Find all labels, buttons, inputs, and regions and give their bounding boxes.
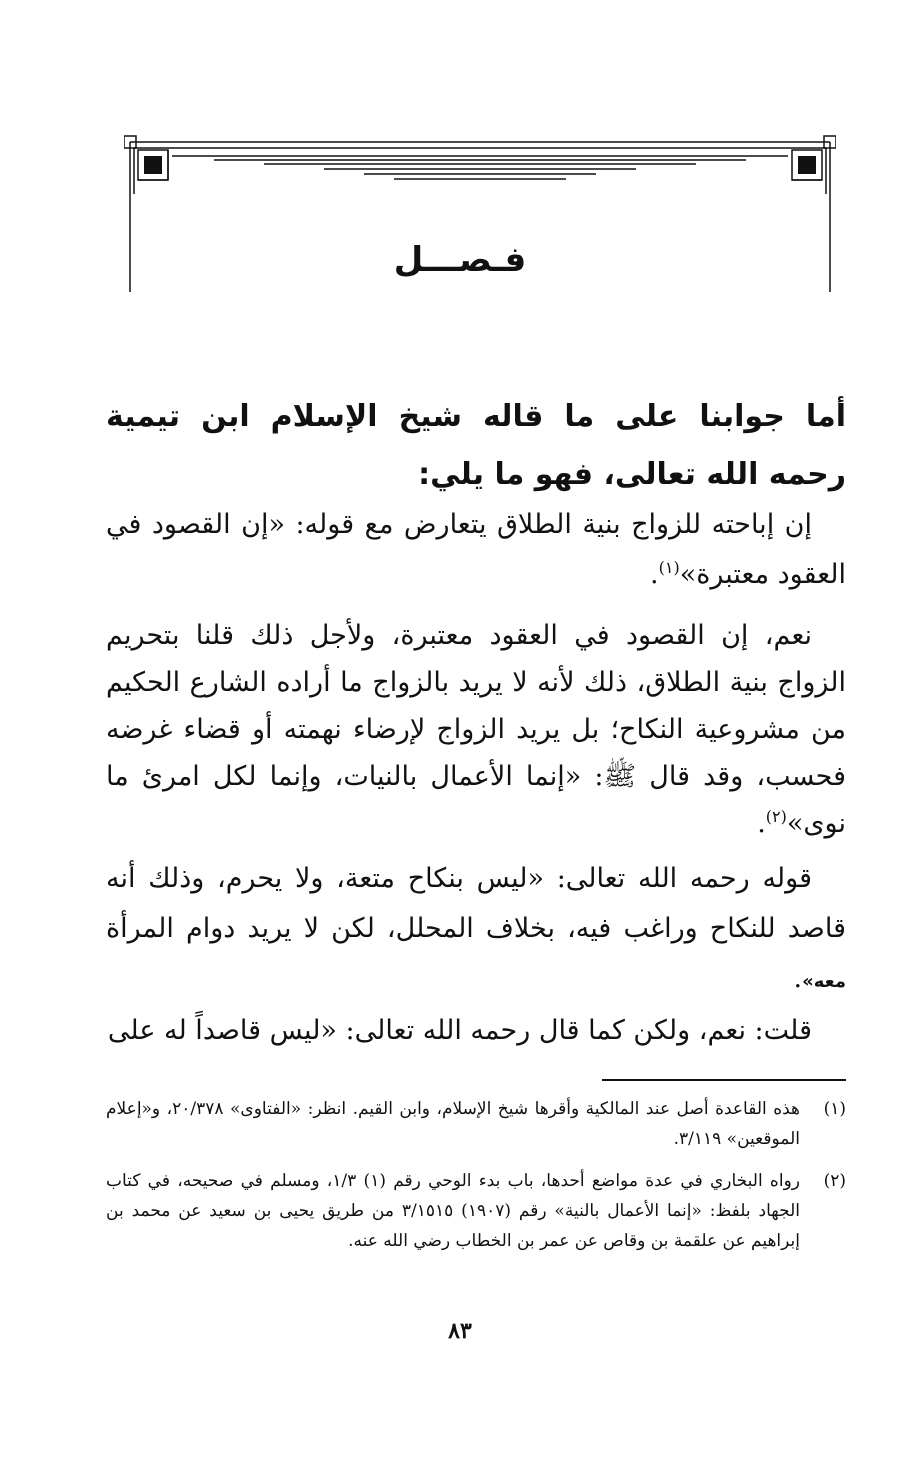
page-number: ٨٣ xyxy=(448,1318,472,1344)
paragraph-2 xyxy=(106,612,846,847)
footnote-1-text: هذه القاعدة أصل عند المالكية وأقرها شيخ الإسلام، وابن القيم. انظر: «الفتاوى» ٢٠/٣٧٨، و«إعلام الموقعين» ٣/١١٩. xyxy=(106,1099,800,1149)
footnote-1-number: (١) xyxy=(823,1099,846,1119)
intro-heading: أما جوابنا على ما قاله شيخ الإسلام ابن تيمية رحمه الله تعالى، فهو ما يلي: xyxy=(106,399,846,492)
footnote-1 xyxy=(106,1094,846,1154)
paragraph-2-end: . xyxy=(757,808,766,839)
paragraph-2-text: نعم، إن القصود في العقود معتبرة، ولأجل ذلك قلنا بتحريم الزواج بنية الطلاق، ذلك لأنه لا يريد بالزواج ما أراده الشارع الحكيم من مشروعية النكاح؛ بل يريد الزواج لإرضاء نهمته أو قضاء غرضه فحسب، وقد قال ﷺ: «إنما الأعمال بالنيات، وإنما لكل امرئ ما نوى» xyxy=(106,620,846,839)
footnote-separator xyxy=(602,1079,846,1081)
footnote-ref-1[interactable]: (١) xyxy=(658,558,680,577)
footnote-2-number: (٢) xyxy=(823,1171,846,1191)
paragraph-3 xyxy=(106,854,846,1007)
paragraph-1-text: إن إباحته للزواج بنية الطلاق يتعارض مع قوله: «إن القصود في العقود معتبرة» xyxy=(106,509,846,590)
paragraph-3-end: . xyxy=(793,963,803,994)
chapter-title: فـصـــل xyxy=(393,240,527,280)
paragraph-1 xyxy=(106,500,846,600)
footnote-2 xyxy=(106,1166,846,1256)
paragraph-3-tail: معه» xyxy=(802,971,846,992)
footnote-2-text: رواه البخاري في عدة مواضع أحدها، باب بدء الوحي رقم (١) ١/٣، ومسلم في صحيحه، في كتاب الجهاد بلفظ: «إنما الأعمال بالنية» رقم (١٩٠٧) ٣/١٥١٥ من طريق يحيى بن سعيد عن محمد بن إبراهيم عن علقمة بن وقاص عن عمر بن الخطاب رضي الله عنه. xyxy=(106,1171,800,1251)
paragraph-3-text: قوله رحمه الله تعالى: «ليس بنكاح متعة، ولا يحرم، وذلك أنه قاصد للنكاح وراغب فيه، بخلاف المحلل، لكن لا يريد دوام المرأة xyxy=(106,863,846,944)
footnote-ref-2[interactable]: (٢) xyxy=(765,807,787,826)
paragraph-1-end: . xyxy=(650,559,659,590)
paragraph-4: قلت: نعم، ولكن كما قال رحمه الله تعالى: «ليس قاصداً له على xyxy=(107,1015,812,1046)
